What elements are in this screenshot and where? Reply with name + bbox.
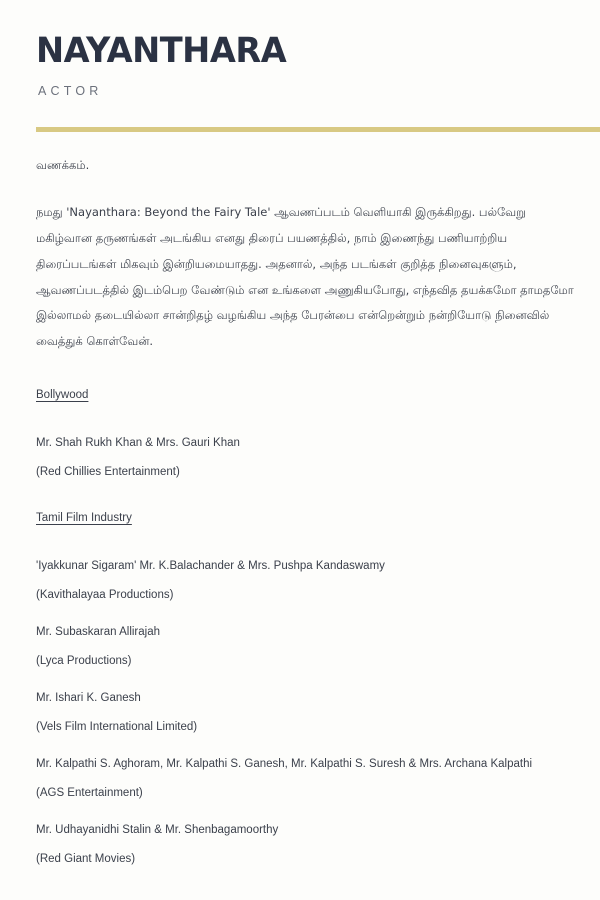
page-title: NAYANTHARA <box>36 31 287 71</box>
list-item <box>36 693 582 733</box>
list-item <box>36 561 582 601</box>
list-item <box>36 759 582 799</box>
section-heading: Bollywood <box>36 389 89 402</box>
credit-section <box>36 508 582 865</box>
sections-container <box>36 385 582 865</box>
credit-people: Mr. Ishari K. Ganesh <box>36 692 141 705</box>
role-subtitle: ACTOR <box>38 84 103 98</box>
letterhead <box>0 0 600 98</box>
credit-studio: (Red Giant Movies) <box>36 852 136 865</box>
letter-body <box>0 156 600 866</box>
credit-people: 'Iyakkunar Sigaram' Mr. K.Balachander & Mrs. Pushpa Kandaswamy <box>36 560 385 573</box>
list-item <box>36 825 582 865</box>
credit-section <box>36 385 582 478</box>
section-heading: Tamil Film Industry <box>36 512 132 525</box>
list-item <box>36 627 582 667</box>
credit-people: Mr. Udhayanidhi Stalin & Mr. Shenbagamoorthy <box>36 824 279 837</box>
credit-people: Mr. Subaskaran Allirajah <box>36 626 161 639</box>
credit-studio: (Kavithalayaa Productions) <box>36 588 174 601</box>
credit-studio: (Red Chillies Entertainment) <box>36 465 180 478</box>
credit-people: Mr. Shah Rukh Khan & Mrs. Gauri Khan <box>36 437 240 450</box>
header-divider <box>36 127 600 132</box>
intro-paragraph: நமது 'Nayanthara: Beyond the Fairy Tale' ஆவணப்படம் வெளியாகி இருக்கிறது. பல்வேறு மகிழ்வான தருணங்கள் அடங்கிய எனது திரைப் பயணத்தில், நாம் இணைந்து பணியாற்றிய திரைப்படங்கள் மிகவும் இன்றியமையாதது. அதனால், அந்த படங்கள் குறித்த நினைவுகளும், ஆவணப்படத்தில் இடம்பெற வேண்டும் என உங்களை அணுகியபோது, எந்தவித தயக்கமோ தாமதமோ இல்லாமல் தடையில்லா சான்றிதழ் வழங்கிய அந்த பேரன்பை என்றென்றும் நன்றியோடு நினைவில் வைத்துக் கொள்வேன். <box>36 204 574 349</box>
credit-studio: (Lyca Productions) <box>36 654 132 667</box>
credit-list <box>36 561 582 865</box>
credit-list <box>36 438 582 478</box>
credit-studio: (AGS Entertainment) <box>36 786 143 799</box>
credit-people: Mr. Kalpathi S. Aghoram, Mr. Kalpathi S. Ganesh, Mr. Kalpathi S. Suresh & Mrs. Archana Kalpathi <box>36 758 533 771</box>
list-item <box>36 438 582 478</box>
greeting-text: வணக்கம். <box>36 157 90 172</box>
credit-studio: (Vels Film International Limited) <box>36 720 198 733</box>
